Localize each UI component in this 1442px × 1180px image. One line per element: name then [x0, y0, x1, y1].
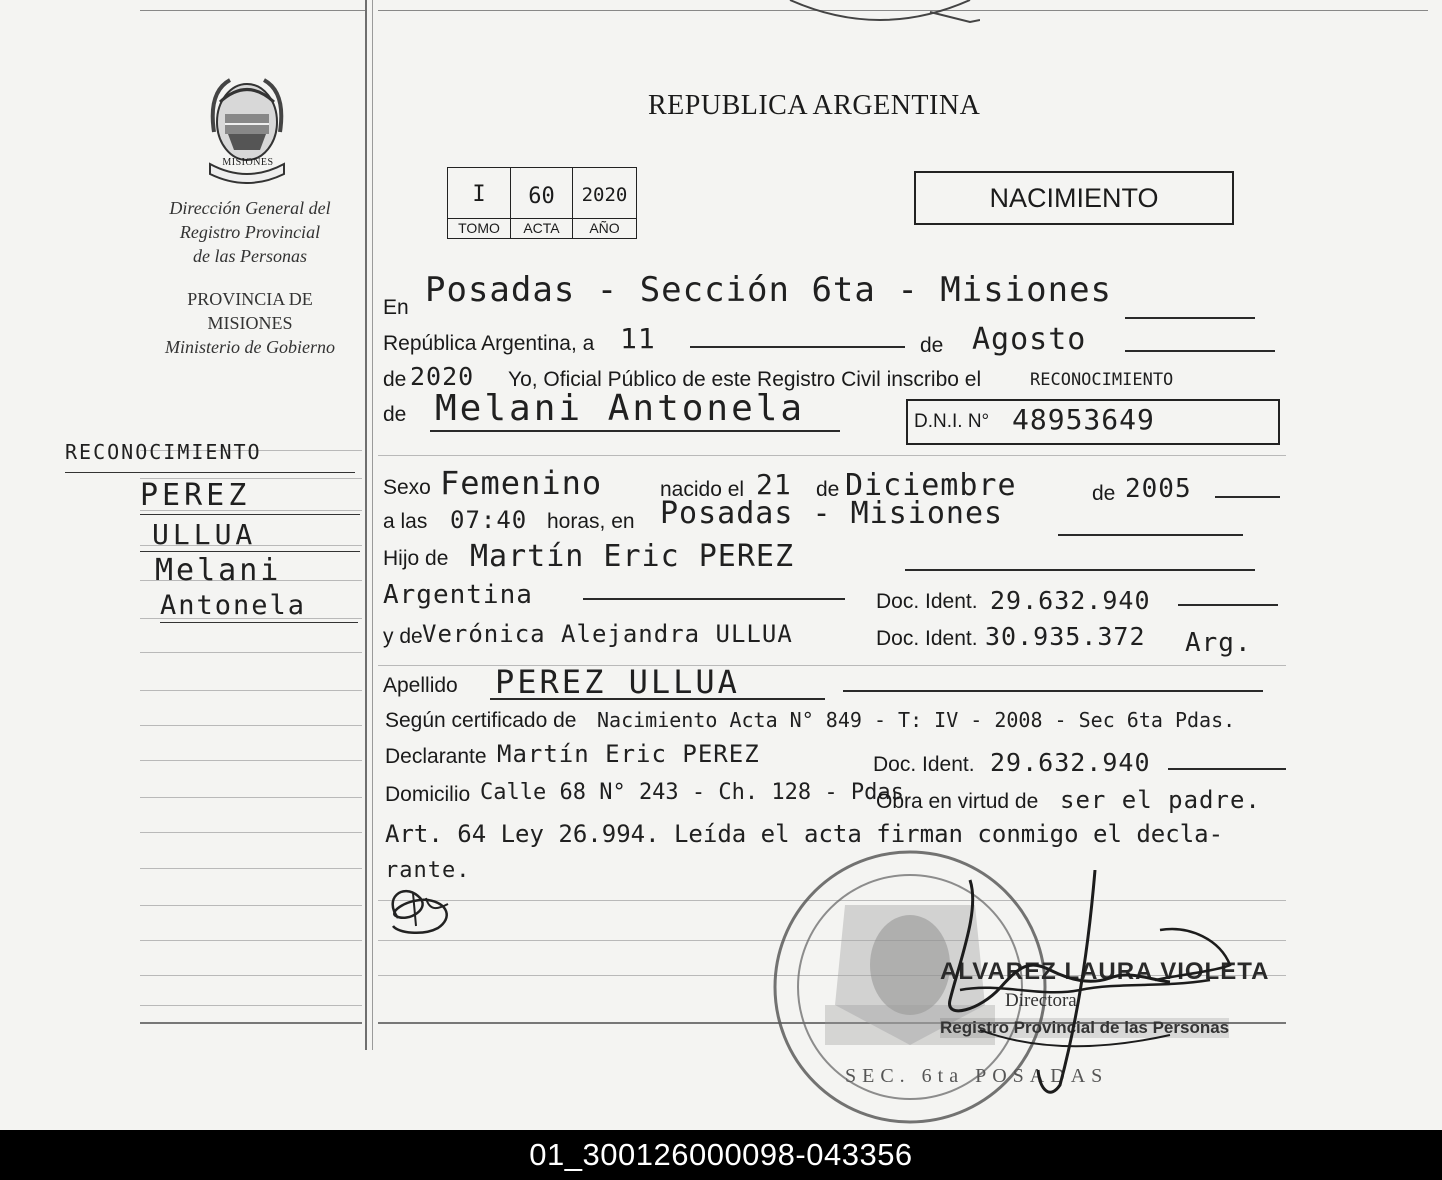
column-divider-2 — [372, 0, 373, 1050]
dni-value: 48953649 — [1012, 403, 1155, 436]
born-month: Diciembre — [845, 468, 1017, 503]
declarant-doc: 29.632.940 — [990, 748, 1151, 777]
tomo-value: I — [472, 182, 486, 207]
official-name-stamp: ALVAREZ LAURA VIOLETA — [940, 958, 1270, 985]
child-name: Melani Antonela — [435, 388, 806, 429]
address-value: Calle 68 N° 243 - Ch. 128 - Pdas — [480, 780, 904, 805]
date-month: Agosto — [972, 322, 1087, 357]
mother-name: Verónica Alejandra ULLUA — [422, 620, 793, 648]
registry-org-name: Dirección General del Registro Provincial de las Personas — [169, 198, 331, 266]
doc-type-label: NACIMIENTO — [989, 183, 1159, 213]
margin-note-line2: ULLUA — [152, 518, 257, 551]
time-label: a las — [383, 510, 428, 533]
top-rule-left — [140, 10, 365, 11]
province-name: PROVINCIA DE MISIONES Ministerio de Gobierno — [165, 289, 335, 357]
mother-nationality: Arg. — [1185, 628, 1252, 658]
observation-line-1: Art. 64 Ley 26.994. Leída el acta firman conmigo el decla- — [385, 820, 1224, 848]
born-de-2: de — [1092, 482, 1116, 505]
scan-id-footer: 01_300126000098-043356 — [0, 1130, 1442, 1180]
surname-underline — [490, 698, 825, 700]
acta-label: ACTA — [523, 220, 560, 236]
date-fill-2 — [1125, 350, 1275, 352]
address-label: Domicilio — [385, 783, 471, 806]
observation-line-2: rante. — [385, 858, 471, 883]
doc-type-box — [914, 171, 1234, 225]
declarant-doc-label: Doc. Ident. — [873, 753, 975, 776]
margin-note-line3: Melani — [155, 553, 282, 588]
born-day: 21 — [756, 468, 792, 501]
anio-label: AÑO — [589, 220, 620, 236]
note-title-underline — [65, 472, 355, 473]
name-underline — [430, 430, 840, 432]
mother-doc: 30.935.372 — [985, 622, 1146, 651]
born-label: nacido el — [660, 478, 745, 501]
declarant-signature — [378, 878, 468, 940]
name-label: de — [383, 403, 407, 426]
father-label: Hijo de — [383, 547, 449, 570]
sex-label: Sexo — [383, 476, 431, 499]
year-fill — [1215, 496, 1280, 498]
date-de: de — [920, 334, 944, 357]
column-divider — [365, 0, 367, 1050]
father-doc-fill — [1178, 604, 1278, 606]
declarant-label: Declarante — [385, 745, 487, 768]
place-fill-line — [1125, 317, 1255, 319]
sex-value: Femenino — [440, 464, 603, 502]
certificate-label: Según certificado de — [385, 709, 577, 732]
year-prefix: de — [383, 368, 407, 391]
dni-box — [906, 399, 1280, 445]
surname-fill — [843, 690, 1263, 692]
surname-label: Apellido — [383, 674, 458, 697]
official-signature — [920, 870, 1250, 1110]
place-of-birth-label: horas, en — [547, 510, 635, 533]
year-value: 2020 — [410, 362, 475, 391]
date-day: 11 — [620, 322, 656, 355]
father-fill — [905, 569, 1255, 571]
date-fill-1 — [690, 346, 905, 348]
certificate-value: Nacimiento Acta N° 849 - T: IV - 2008 - Sec 6ta Pdas. — [597, 708, 1236, 732]
note-underline-1 — [140, 514, 360, 515]
emblem-ribbon-text: MISIONES — [222, 157, 274, 168]
mother-doc-label: Doc. Ident. — [876, 627, 978, 650]
reason-label: Obra en virtud de — [876, 790, 1039, 813]
margin-note-line1: PEREZ — [140, 478, 251, 513]
surname-value: PEREZ ULLUA — [495, 663, 740, 701]
father-nationality: Argentina — [383, 580, 533, 610]
declarant-name: Martín Eric PEREZ — [497, 740, 760, 768]
acta-value: 60 — [528, 184, 555, 209]
country-heading: REPUBLICA ARGENTINA — [648, 90, 981, 121]
date-label: República Argentina, a — [383, 332, 595, 355]
official-org-stamp: Registro Provincial de las Personas — [940, 1018, 1230, 1037]
margin-note-line4: Antonela — [160, 590, 307, 621]
note-underline-2 — [140, 551, 360, 552]
father-doc-label: Doc. Ident. — [876, 590, 978, 613]
note-underline-4 — [160, 622, 358, 623]
official-title-stamp: Directora — [1005, 990, 1077, 1011]
father-doc: 29.632.940 — [990, 586, 1151, 615]
inscription-text: Yo, Oficial Público de este Registro Civil inscribo el — [508, 368, 982, 391]
place-value: Posadas - Sección 6ta - Misiones — [425, 270, 1113, 310]
declarant-fill — [1168, 768, 1286, 770]
place-label: En — [383, 296, 409, 319]
time-value: 07:40 — [450, 506, 528, 534]
birthplace-fill — [1058, 534, 1243, 536]
dni-label: D.N.I. N° — [914, 411, 990, 432]
anio-value: 2020 — [581, 184, 628, 206]
inscription-type: RECONOCIMIENTO — [1030, 370, 1174, 390]
born-de-1: de — [816, 478, 840, 501]
tomo-label: TOMO — [458, 220, 500, 236]
margin-note-title: RECONOCIMIENTO — [65, 440, 262, 464]
born-year: 2005 — [1125, 474, 1192, 504]
mother-label: y de — [383, 625, 423, 648]
place-of-birth-value: Posadas - Misiones — [660, 496, 1004, 531]
reason-value: ser el padre. — [1060, 786, 1261, 814]
nationality-fill — [583, 598, 845, 600]
seal-bottom-text: SEC. 6ta POSADAS — [845, 1065, 1109, 1087]
father-name: Martín Eric PEREZ — [470, 539, 795, 574]
top-seal-fragment — [780, 0, 980, 24]
